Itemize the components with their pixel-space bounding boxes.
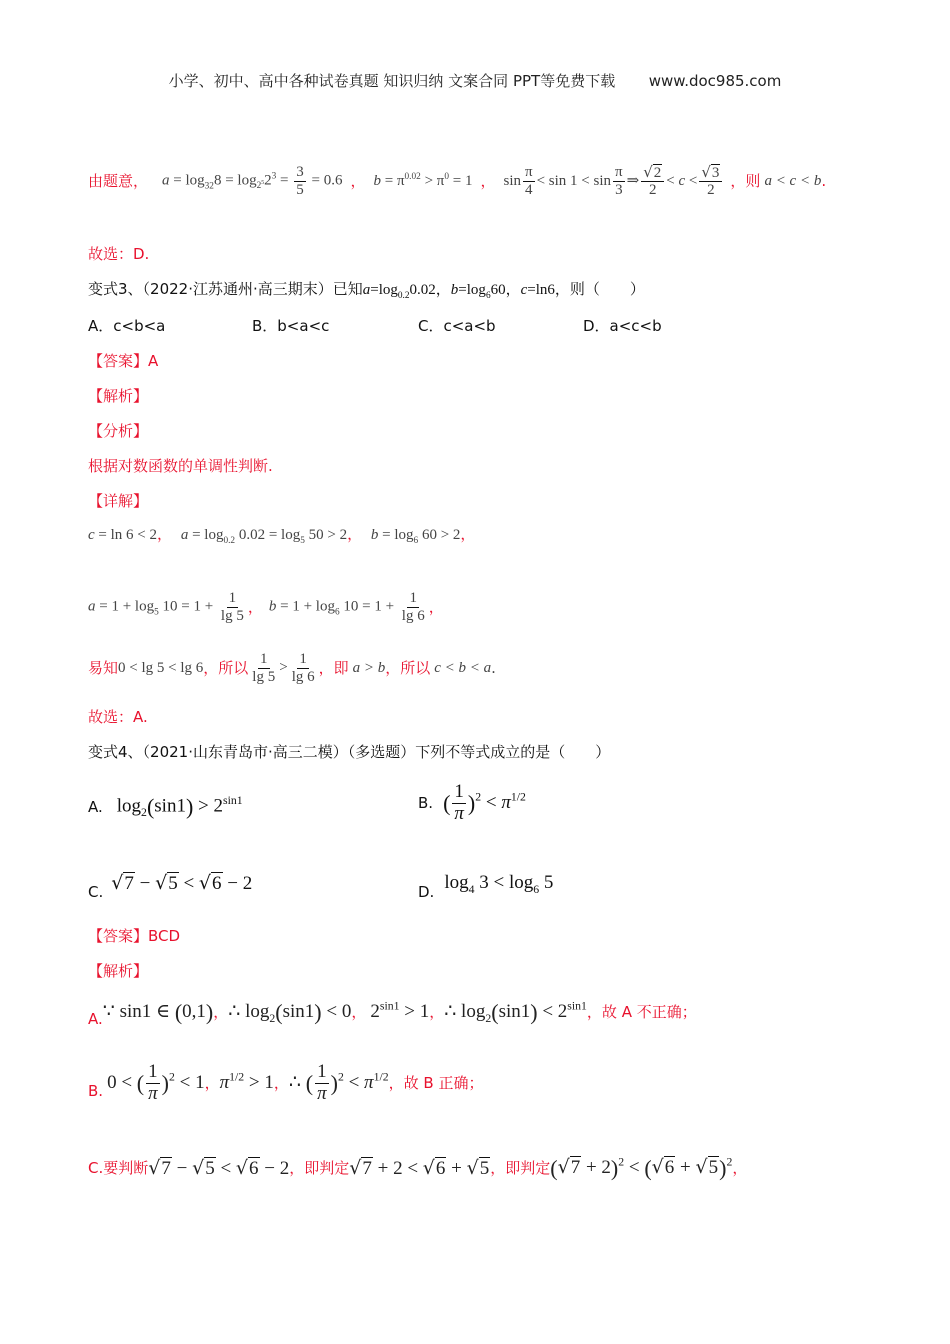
header-url[interactable]: www.doc985.com (648, 72, 782, 90)
q3-option-a: A．c<b<a (88, 317, 166, 335)
q3-fenxi-label: 【分析】 (88, 422, 149, 440)
q4-option-d-label: D. (418, 883, 435, 901)
q3-easy-know: 易知 (88, 659, 119, 677)
q3-option-b: B．b<a<c (252, 317, 330, 335)
q3-option-c: C．c<a<b (418, 317, 496, 335)
q3-detail-line2: $a = 1 + \log_5 10 = 1$ + $\frac{1}{\lg 5}$ ， $b = 1 + \log_6 10 = 1$ + $\frac{1}{\lg 6}$ ， (88, 590, 444, 624)
q3-conclusion: 故选：A. (88, 708, 148, 726)
prev-then: ，则 (730, 172, 761, 190)
formula-b: $b = \pi^{0.02} > \pi^0 = 1$ (373, 172, 473, 189)
q3-answer (88, 351, 158, 371)
q4-option-b-label: B. (418, 794, 434, 813)
q4-a-note: ，故 A 不正确； (586, 1003, 697, 1021)
q4-answer-value: BCD (148, 927, 181, 945)
q3-detail-line1: c = ln 6 < 2， $a = \log_{0.2} 0.02 = \log_5 50 > 2$， $b = \log_6 60 > 2$， (88, 525, 476, 546)
q4-analysis-label: 【解析】 (88, 962, 149, 980)
q4-option-a-label: A. (88, 798, 103, 816)
q4-answer (88, 926, 180, 946)
formula-a: $a = \log_{32}8 = \log_{2^5}2^3$ = $\frac{3}{5}$ = 0.6 (162, 164, 343, 198)
q4-c-prefix: C.要判断 (88, 1159, 149, 1177)
q3-fenxi-text: 根据对数函数的单调性判断. (88, 457, 273, 475)
q4-c-mid1: ，即判定 (289, 1159, 350, 1177)
formula-order: a < c < b (764, 173, 822, 189)
q3-analysis-label: 【解析】 (88, 387, 149, 405)
q3-option-d: D．a<c<b (583, 317, 662, 335)
q3-title: 变式3、（2022·江苏通州·高三期末）已知$a=\log_{0.2}0.02$，$b=\log_660$，c=ln6，则（ ） (88, 280, 645, 301)
q3-answer-label: 【答案】 (88, 352, 149, 370)
q4-option-d: D. $\log_4 3 < \log_6 5$ (418, 872, 554, 901)
q4-analysis-c: C.要判断 √7 − √5 < √6 − 2 ，即判定 √7 + 2 < √6 + √5 ，即判定 $(√7 + 2)^2 < (√6 + √5)^2$ ， (88, 1155, 748, 1181)
q3-ji: ，即 (318, 659, 349, 677)
q3-title-text: 变式3、（2022·江苏通州·高三期末）已知 (88, 280, 363, 298)
header-text: 小学、初中、高中各种试卷真题 知识归纳 文案合同 PPT等免费下载 (168, 72, 616, 90)
q3-so1: ，所以 (203, 659, 249, 677)
q4-option-b: B. ( $\frac{1}{\pi}$ )$^2 < \pi^{1/2}$ (418, 781, 526, 824)
q4-analysis-a: A. ∵ sin1 ∈ (0,1) ， ∴ $\log_2(\sin 1) < 0$ ， $2^{sin1} > 1$ ， ∴ $\log_2(\sin 1) < 2^{sin1}$ ，故 A 不正确； (88, 999, 697, 1028)
q3-detail-line3: 易知 0 < lg 5 < lg 6 ，所以 $\frac{1}{\lg 5}$ > $\frac{1}{\lg 6}$ ，即 a > b ，所以 c < b < a . (88, 651, 496, 685)
formula-c: sin $\frac{\pi}{4}$ < sin 1 < sin $\frac{\pi}{3}$ ⇒ $\frac{√2}{2}$ < c < $\frac{√3}{2}$ (504, 164, 725, 199)
q3-answer-value: A (148, 352, 159, 370)
page-header (0, 70, 950, 91)
q4-analysis-b: B. 0 < ( $\frac{1}{\pi}$ )$^2$ < 1 ， $\pi^{1/2} > 1$ ， ∴ ( $\frac{1}{\pi}$ )$^2 < \pi^{1/2}$ ，故 B 正确； (88, 1060, 484, 1104)
q4-option-a: A. $\log_2(\sin 1) > 2^{sin1}$ (88, 794, 243, 820)
q4-title: 变式4、（2021·山东青岛市·高三二模）（多选题）下列不等式成立的是（ ） (88, 743, 611, 761)
q4-option-c: C. √7 − √5 < √6 − 2 (88, 871, 253, 901)
q3-so2: ，所以 (385, 659, 431, 677)
prev-conclusion: 故选：D. (88, 245, 150, 263)
q4-option-c-label: C. (88, 883, 104, 901)
q4-b-note: ，故 B 正确； (388, 1074, 484, 1092)
q4-answer-label: 【答案】 (88, 927, 149, 945)
prev-intro: 由题意， (88, 172, 149, 190)
q3-tail: ，则（ ） (554, 280, 645, 298)
q4-c-mid2: ，即判定 (490, 1159, 551, 1177)
q3-detail-label: 【详解】 (88, 492, 149, 510)
prev-solution-line: 由题意， $a = \log_{32}8 = \log_{2^5}2^3$ = $\frac{3}{5}$ = 0.6 ， $b = \pi^{0.02} > \pi^0 = 1$ ， sin $\frac{\pi}{4}$ < sin 1 < sin $\frac{\pi}{3}$ ⇒ $\frac{√2}{2}$ < c < $\frac{√3}{2}$ ，则 a < c < b . (88, 162, 827, 198)
